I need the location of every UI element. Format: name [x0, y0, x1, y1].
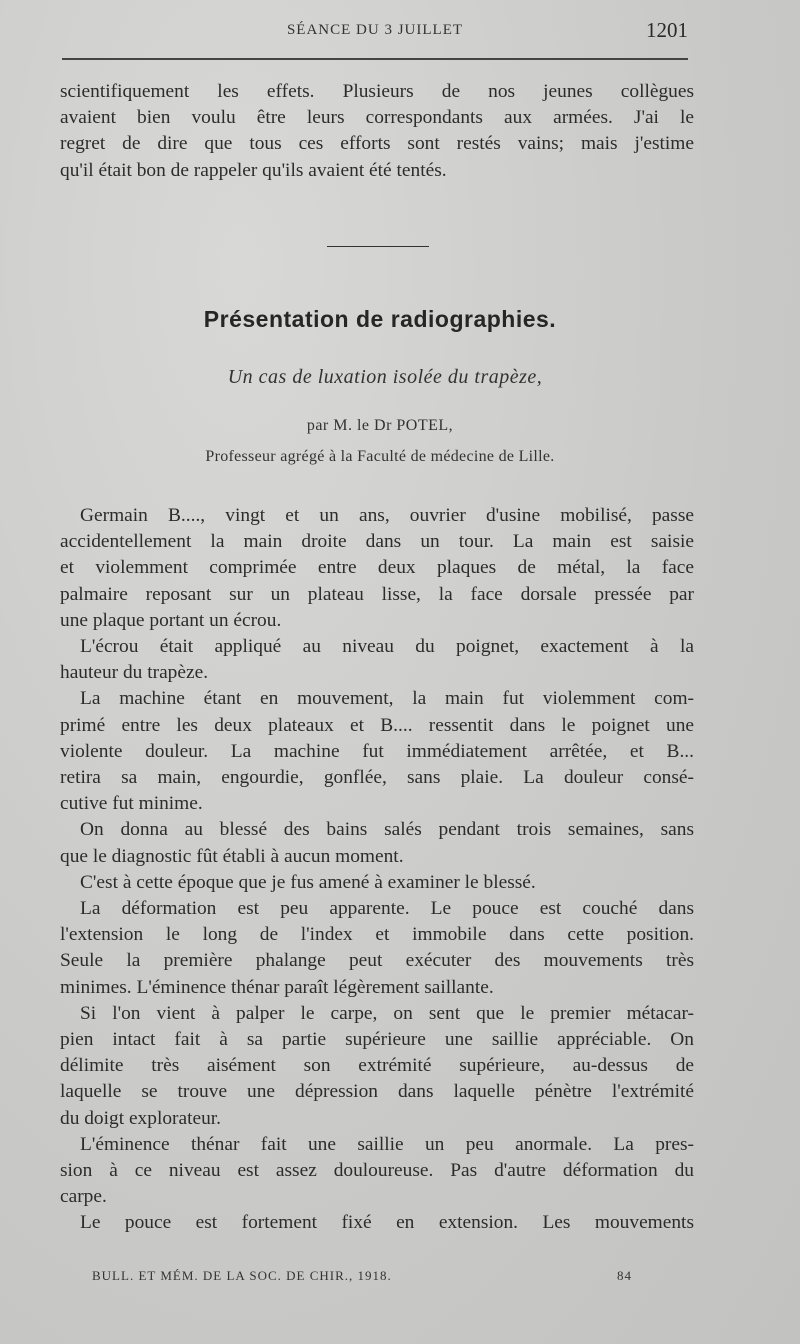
text-line: et violemment comprimée entre deux plaques de métal, la face	[60, 557, 694, 579]
text-line: accidentellement la main droite dans un tour. La main est saisie	[60, 531, 694, 553]
text-line: regret de dire que tous ces efforts sont restés vains; mais j'estime	[60, 133, 694, 155]
header-rule	[62, 58, 688, 60]
article-subtitle: Un cas de luxation isolée du trapèze,	[227, 366, 543, 388]
text-line: C'est à cette époque que je fus amené à examiner le blessé.	[80, 871, 536, 893]
section-title: Présentation de radiographies.	[203, 306, 557, 332]
running-title: SÉANCE DU 3 JUILLET	[286, 22, 464, 38]
text-line: Seule la première phalange peut exécuter des mouvements très	[60, 950, 694, 972]
text-line: avaient bien voulu être leurs correspondants aux armées. J'ai le	[60, 107, 694, 129]
text-line: La déformation est peu apparente. Le pouce est couché dans	[80, 898, 694, 920]
text-line: Si l'on vient à palper le carpe, on sent que le premier métacar-	[80, 1002, 694, 1024]
section-separator	[327, 246, 429, 247]
text-line: L'écrou était appliqué au niveau du poignet, exactement à la	[80, 636, 694, 658]
page-footer	[92, 1268, 632, 1284]
text-line: palmaire reposant sur un plateau lisse, la face dorsale pressée par	[60, 583, 694, 605]
text-line: primé entre les deux plateaux et B.... ressentit dans le poignet une	[60, 714, 694, 736]
text-line: du doigt explorateur.	[60, 1107, 222, 1129]
text-line: La machine étant en mouvement, la main fut violemment com-	[80, 688, 694, 710]
text-line: que le diagnostic fût établi à aucun moment.	[60, 845, 404, 867]
text-line: qu'il était bon de rappeler qu'ils avaient été tentés.	[60, 159, 447, 181]
journal-citation: BULL. ET MÉM. DE LA SOC. DE CHIR., 1918.	[92, 1268, 392, 1283]
text-line: On donna au blessé des bains salés pendant trois semaines, sans	[80, 819, 694, 841]
text-line: minimes. L'éminence thénar paraît légèrement saillante.	[60, 976, 494, 998]
running-head	[62, 14, 688, 44]
article-body	[60, 503, 694, 1237]
signature-mark: 84	[617, 1268, 632, 1283]
page-number: 1201	[646, 18, 688, 42]
text-line: pien intact fait à sa partie supérieure une saillie appréciable. On	[60, 1029, 694, 1051]
text-line: violente douleur. La machine fut immédiatement arrêtée, et B...	[60, 740, 694, 762]
intro-paragraph	[60, 79, 694, 184]
author-affiliation: Professeur agrégé à la Faculté de médecine de Lille.	[205, 448, 555, 465]
author-line: par M. le Dr POTEL,	[306, 417, 454, 434]
text-line: scientifiquement les effets. Plusieurs de nos jeunes collègues	[60, 81, 694, 102]
text-line: sion à ce niveau est assez douloureuse. Pas d'autre déformation du	[60, 1160, 694, 1182]
text-line: Germain B...., vingt et un ans, ouvrier d'usine mobilisé, passe	[80, 505, 694, 526]
text-line: retira sa main, engourdie, gonflée, sans plaie. La douleur consé-	[60, 767, 694, 789]
text-line: l'extension le long de l'index et immobile dans cette position.	[60, 924, 694, 946]
text-line: délimite très aisément son extrémité supérieure, au-dessus de	[60, 1055, 694, 1077]
text-line: une plaque portant un écrou.	[60, 609, 282, 631]
text-line: L'éminence thénar fait une saillie un peu anormale. La pres-	[80, 1133, 694, 1155]
text-line: cutive fut minime.	[60, 793, 203, 815]
text-line: hauteur du trapèze.	[60, 662, 209, 684]
text-line: laquelle se trouve une dépression dans laquelle pénètre l'extrémité	[60, 1081, 694, 1103]
text-line: carpe.	[60, 1186, 107, 1208]
text-line: Le pouce est fortement fixé en extension. Les mouvements	[80, 1212, 694, 1234]
